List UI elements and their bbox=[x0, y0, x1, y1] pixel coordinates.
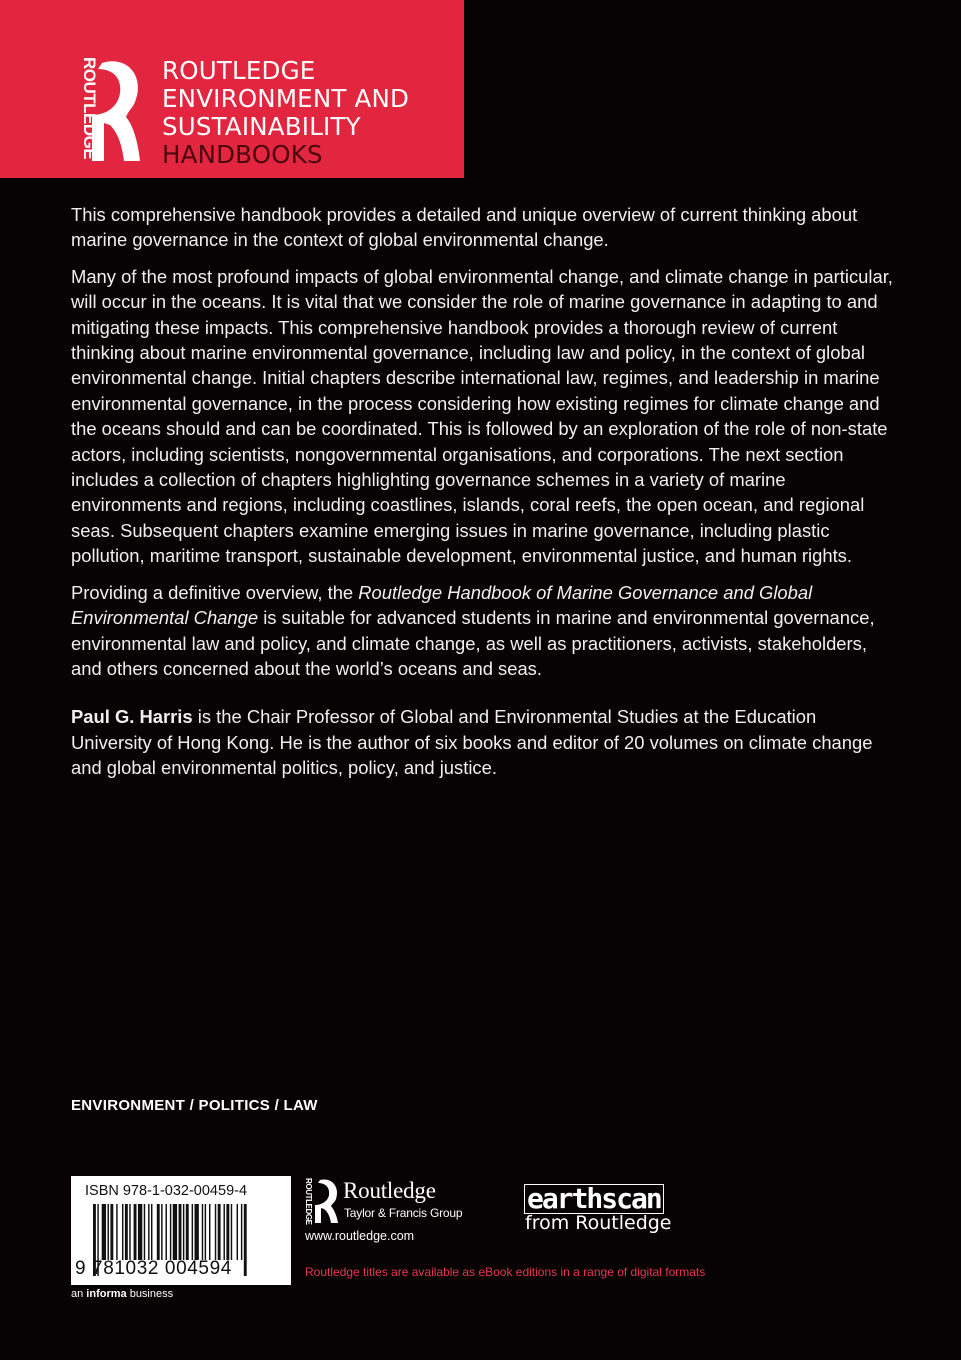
barcode-box bbox=[71, 1176, 291, 1285]
series-title-line-4: HANDBOOKS bbox=[162, 140, 323, 169]
routledge-small-logo-icon bbox=[302, 1177, 342, 1225]
blurb bbox=[71, 202, 901, 792]
series-title bbox=[162, 57, 409, 169]
author-name: Paul G. Harris bbox=[71, 706, 193, 728]
publisher-group: Taylor & Francis Group bbox=[344, 1206, 463, 1220]
earthscan-logo: earthscan bbox=[524, 1184, 664, 1214]
ean-digits: 9 781032 004594 bbox=[75, 1258, 232, 1279]
series-banner bbox=[0, 0, 464, 178]
author-bio bbox=[71, 704, 901, 780]
series-title-line-2: ENVIRONMENT AND bbox=[162, 84, 410, 113]
informa-suffix: business bbox=[126, 1288, 174, 1300]
informa-brand: informa bbox=[86, 1288, 127, 1300]
blurb-overview bbox=[71, 580, 901, 682]
ebook-note: Routledge titles are available as eBook editions in a range of digital formats bbox=[305, 1265, 706, 1279]
overview-suffix: is suitable for advanced students in marine and environmental governance, environmental law and policy, and climate change, as well as practitioners, activists, stakeholders, and others concerned about the world’s oceans and seas. bbox=[71, 607, 875, 679]
publisher-url[interactable]: www.routledge.com bbox=[305, 1229, 415, 1243]
series-title-line-1: ROUTLEDGE bbox=[162, 56, 316, 85]
series-title-line-3: SUSTAINABILITY bbox=[162, 112, 361, 141]
publisher-name: Routledge bbox=[343, 1178, 436, 1203]
routledge-logo-icon bbox=[64, 55, 152, 167]
routledge-logo-text: ROUTLEDGE bbox=[80, 57, 99, 160]
earthscan-tagline: from Routledge bbox=[525, 1212, 672, 1234]
informa-prefix: an bbox=[71, 1288, 87, 1300]
subject-categories: ENVIRONMENT / POLITICS / LAW bbox=[71, 1097, 318, 1114]
isbn-label: ISBN 978-1-032-00459-4 bbox=[85, 1183, 248, 1199]
blurb-intro: This comprehensive handbook provides a detailed and unique overview of current thinking about marine governance in the context of global environmental change. bbox=[71, 204, 858, 251]
book-title: Routledge Handbook of Marine Governance and Global Environmental Change bbox=[71, 581, 813, 629]
routledge-small-logo-text: ROUTLEDGE bbox=[304, 1178, 313, 1225]
overview-prefix: Providing a definitive overview, the bbox=[71, 581, 359, 603]
author-bio-text: is the Chair Professor of Global and Environmental Studies at the Education University of Hong Kong. He is the author of six books and editor of 20 volumes on climate change and global environmental politics, policy, and justice. bbox=[71, 706, 873, 779]
blurb-main: Many of the most profound impacts of global environmental change, and climate change in particular, will occur in the oceans. It is vital that we consider the role of marine governance in adapting to and mitigating these impacts. This comprehensive handbook provides a thorough review of current thinking about marine environmental governance, including law and policy, in the context of global environmental change. Initial chapters describe international law, regimes, and leadership in marine environmental governance, in the process considering how existing regimes for climate change and the oceans should and can be coordinated. This is followed by an exploration of the role of non-state actors, including scientists, nongovernmental organisations, and corporations. The next section includes a collection of chapters highlighting governance schemes in a variety of marine environments and regions, including coastlines, islands, coral reefs, the open ocean, and regional seas. Subsequent chapters examine emerging issues in marine governance, including plastic pollution, maritime transport, sustainable development, environmental justice, and human rights. bbox=[71, 265, 893, 567]
informa-business bbox=[71, 1288, 173, 1300]
